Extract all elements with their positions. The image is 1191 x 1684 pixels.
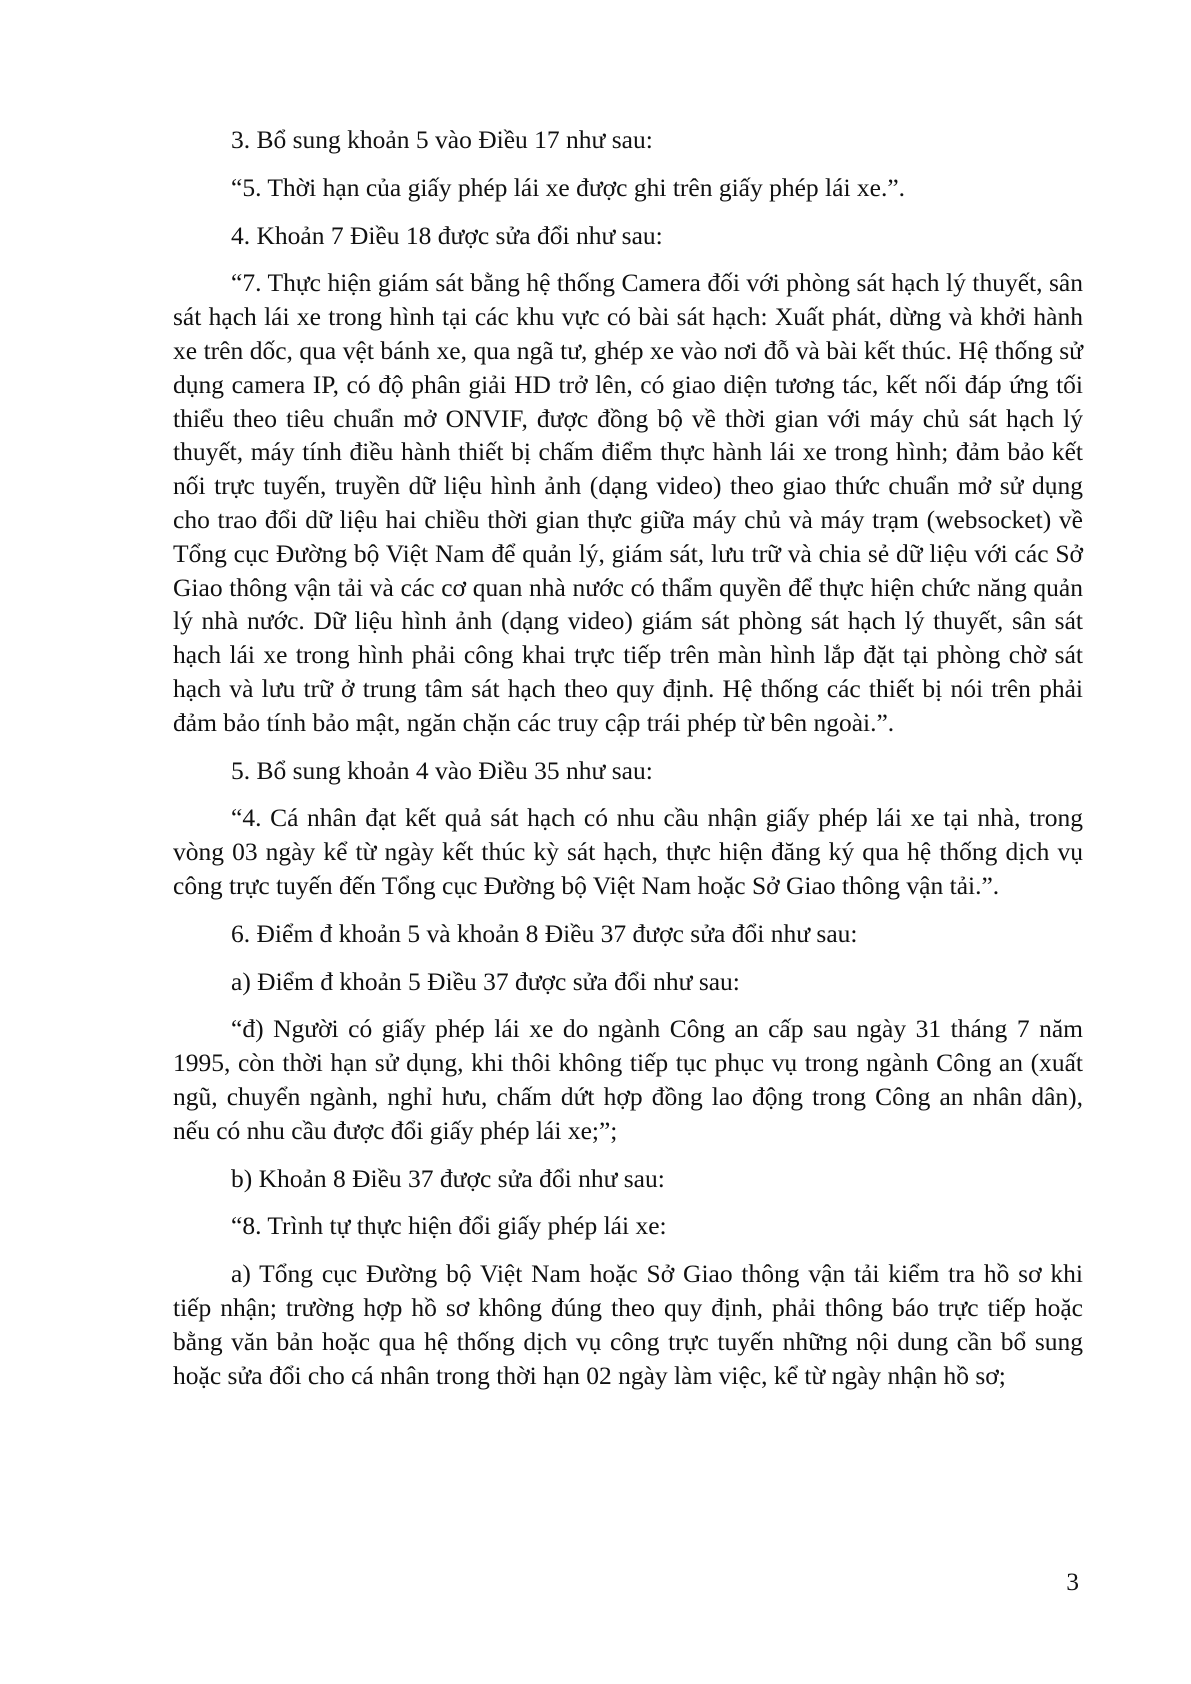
paragraph-sub-b-heading: b) Khoản 8 Điều 37 được sửa đổi như sau: [231, 1163, 665, 1193]
document-body [173, 123, 1083, 1406]
page-number: 3 [1066, 1567, 1079, 1596]
paragraph-point-d-police-license: “đ) Người có giấy phép lái xe do ngành Công an cấp sau ngày 31 tháng 7 năm 1995, còn thời hạn sử dụng, khi thôi không tiếp tục phục vụ trong ngành Công an (xuất ngũ, chuyển ngành, nghỉ hưu, chấm dứt hợp đồng lao động trong Công an nhân dân), nếu có nhu cầu được đổi giấy phép lái xe;”; [173, 1014, 1083, 1145]
paragraph-item-3-heading: 3. Bổ sung khoản 5 vào Điều 17 như sau: [231, 125, 653, 154]
paragraph-procedure-step-a: a) Tổng cục Đường bộ Việt Nam hoặc Sở Giao thông vận tải kiểm tra hồ sơ khi tiếp nhận; trường hợp hồ sơ không đúng theo quy định, phải thông báo trực tiếp hoặc bằng văn bản hoặc qua hệ thống dịch vụ công trực tuyến những nội dung cần bổ sung hoặc sửa đổi cho cá nhân trong thời hạn 02 ngày làm việc, kể từ ngày nhận hồ sơ; [173, 1259, 1083, 1390]
paragraph-item-6-heading: 6. Điểm đ khoản 5 và khoản 8 Điều 37 được sửa đổi như sau: [231, 918, 858, 948]
paragraph-clause-4-home-delivery: “4. Cá nhân đạt kết quả sát hạch có nhu cầu nhận giấy phép lái xe tại nhà, trong vòng 03 ngày kể từ ngày kết thúc kỳ sát hạch, thực hiện đăng ký qua hệ thống dịch vụ công trực tuyến đến Tổng cục Đường bộ Việt Nam hoặc Sở Giao thông vận tải.”. [173, 803, 1083, 900]
paragraph-clause-8-procedure: “8. Trình tự thực hiện đổi giấy phép lái xe: [231, 1211, 667, 1241]
paragraph-item-5-heading: 5. Bổ sung khoản 4 vào Điều 35 như sau: [231, 755, 653, 785]
paragraph-clause-5-license-term: “5. Thời hạn của giấy phép lái xe được ghi trên giấy phép lái xe.”. [231, 172, 906, 202]
paragraph-sub-a-heading: a) Điểm đ khoản 5 Điều 37 được sửa đổi như sau: [231, 966, 740, 996]
paragraph-item-4-heading: 4. Khoản 7 Điều 18 được sửa đổi như sau: [231, 220, 663, 250]
paragraph-clause-7-camera-monitoring: “7. Thực hiện giám sát bằng hệ thống Camera đối với phòng sát hạch lý thuyết, sân sát hạch lái xe trong hình tại các khu vực có bài sát hạch: Xuất phát, dừng và khởi hành xe trên dốc, qua vệt bánh xe, qua ngã tư, ghép xe vào nơi đỗ và bài kết thúc. Hệ thống sử dụng camera IP, có độ phân giải HD trở lên, có giao diện tương tác, kết nối đáp ứng tối thiểu theo tiêu chuẩn mở ONVIF, được đồng bộ về thời gian với máy chủ sát hạch lý thuyết, máy tính điều hành thiết bị chấm điểm thực hành lái xe trong hình; đảm bảo kết nối trực tuyến, truyền dữ liệu hình ảnh (dạng video) theo giao thức chuẩn mở sử dụng cho trao đổi dữ liệu hai chiều thời gian thực giữa máy chủ và máy trạm (websocket) về Tổng cục Đường bộ Việt Nam để quản lý, giám sát, lưu trữ và chia sẻ dữ liệu với các Sở Giao thông vận tải và các cơ quan nhà nước có thẩm quyền để thực hiện chức năng quản lý nhà nước. Dữ liệu hình ảnh (dạng video) giám sát phòng sát hạch lý thuyết, sân sát hạch lái xe trong hình phải công khai trực tiếp trên màn hình lắp đặt tại phòng chờ sát hạch và lưu trữ ở trung tâm sát hạch theo quy định. Hệ thống các thiết bị nói trên phải đảm bảo tính bảo mật, ngăn chặn các truy cập trái phép từ bên ngoài.”. [173, 268, 1083, 737]
